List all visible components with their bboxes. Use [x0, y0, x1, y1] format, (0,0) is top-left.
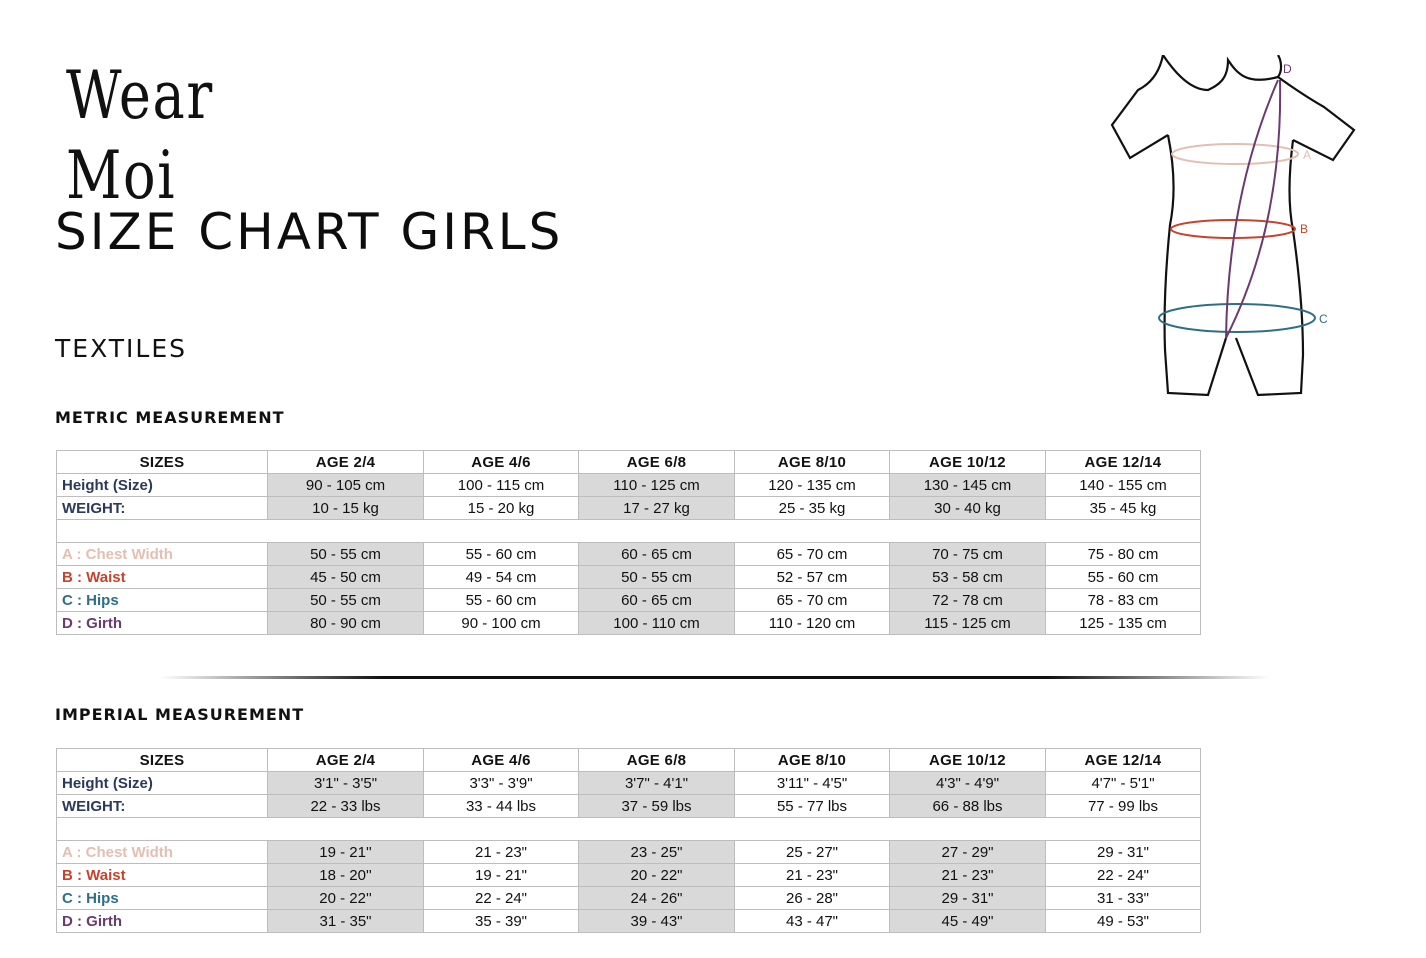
- row-label: WEIGHT:: [57, 497, 268, 520]
- table-cell: 66 - 88 lbs: [890, 795, 1046, 818]
- table-cell: 17 - 27 kg: [579, 497, 735, 520]
- table-cell: 55 - 60 cm: [424, 543, 579, 566]
- hips-ring: [1159, 304, 1315, 332]
- section-divider: [160, 676, 1270, 679]
- table-cell: 80 - 90 cm: [268, 612, 424, 635]
- table-cell: 90 - 105 cm: [268, 474, 424, 497]
- table-cell: 75 - 80 cm: [1046, 543, 1201, 566]
- table-row-height: [57, 474, 1201, 497]
- table-row-girth: [57, 612, 1201, 635]
- table-cell: 60 - 65 cm: [579, 543, 735, 566]
- table-cell: 22 - 24": [424, 887, 579, 910]
- row-label: Height (Size): [57, 772, 268, 795]
- table-cell: 125 - 135 cm: [1046, 612, 1201, 635]
- table-cell: 26 - 28": [735, 887, 890, 910]
- table-cell: 3'1" - 3'5": [268, 772, 424, 795]
- table-cell: 3'7" - 4'1": [579, 772, 735, 795]
- column-header: AGE 2/4: [268, 451, 424, 474]
- label-d: D: [1283, 62, 1292, 76]
- table-spacer-row: [57, 818, 1201, 841]
- row-label: WEIGHT:: [57, 795, 268, 818]
- table-row-waist: [57, 864, 1201, 887]
- label-c: C: [1319, 312, 1328, 326]
- row-label: D : Girth: [57, 612, 268, 635]
- table-cell: 100 - 110 cm: [579, 612, 735, 635]
- table-cell: 35 - 39": [424, 910, 579, 933]
- leotard-outline: [1112, 55, 1354, 395]
- table-cell: 37 - 59 lbs: [579, 795, 735, 818]
- table-cell: 55 - 60 cm: [1046, 566, 1201, 589]
- table-cell: 50 - 55 cm: [268, 589, 424, 612]
- table-row-weight: [57, 497, 1201, 520]
- table-cell: 140 - 155 cm: [1046, 474, 1201, 497]
- row-label: Height (Size): [57, 474, 268, 497]
- brand-logo-text: Wear Moi: [66, 57, 214, 214]
- imperial-heading: IMPERIAL MEASUREMENT: [55, 705, 305, 724]
- body-measurement-diagram: [1108, 55, 1368, 400]
- table-row-hips: [57, 589, 1201, 612]
- table-cell: 35 - 45 kg: [1046, 497, 1201, 520]
- table-cell: 77 - 99 lbs: [1046, 795, 1201, 818]
- table-cell: 25 - 27": [735, 841, 890, 864]
- column-header: AGE 4/6: [424, 749, 579, 772]
- table-cell: 25 - 35 kg: [735, 497, 890, 520]
- table-cell: 60 - 65 cm: [579, 589, 735, 612]
- table-cell: 72 - 78 cm: [890, 589, 1046, 612]
- metric-table: [56, 450, 1201, 635]
- page-title: SIZE CHART GIRLS: [55, 203, 564, 261]
- spacer-cell: [57, 818, 1201, 841]
- table-cell: 19 - 21'': [268, 841, 424, 864]
- table-cell: 21 - 23": [424, 841, 579, 864]
- row-label: A : Chest Width: [57, 543, 268, 566]
- table-cell: 22 - 24": [1046, 864, 1201, 887]
- table-cell: 19 - 21": [424, 864, 579, 887]
- table-cell: 65 - 70 cm: [735, 543, 890, 566]
- table-cell: 15 - 20 kg: [424, 497, 579, 520]
- table-row-girth: [57, 910, 1201, 933]
- table-cell: 50 - 55 cm: [579, 566, 735, 589]
- column-header: AGE 12/14: [1046, 451, 1201, 474]
- table-cell: 3'3" - 3'9": [424, 772, 579, 795]
- table-cell: 39 - 43": [579, 910, 735, 933]
- waist-ring: [1171, 220, 1295, 238]
- table-cell: 10 - 15 kg: [268, 497, 424, 520]
- row-label: B : Waist: [57, 566, 268, 589]
- table-cell: 29 - 31": [890, 887, 1046, 910]
- column-header: AGE 8/10: [735, 749, 890, 772]
- row-label: A : Chest Width: [57, 841, 268, 864]
- metric-heading: METRIC MEASUREMENT: [55, 408, 285, 427]
- table-row-chest: [57, 543, 1201, 566]
- table-cell: 4'7" - 5'1": [1046, 772, 1201, 795]
- table-row-chest: [57, 841, 1201, 864]
- table-cell: 31 - 33": [1046, 887, 1201, 910]
- table-cell: 45 - 49": [890, 910, 1046, 933]
- table-cell: 130 - 145 cm: [890, 474, 1046, 497]
- table-cell: 20 - 22": [579, 864, 735, 887]
- table-header-row: [57, 749, 1201, 772]
- column-header: AGE 6/8: [579, 451, 735, 474]
- row-label: B : Waist: [57, 864, 268, 887]
- table-cell: 100 - 115 cm: [424, 474, 579, 497]
- table-cell: 22 - 33 lbs: [268, 795, 424, 818]
- brand-logo: [66, 56, 351, 214]
- row-label: C : Hips: [57, 887, 268, 910]
- table-cell: 55 - 60 cm: [424, 589, 579, 612]
- imperial-table: [56, 748, 1201, 933]
- table-cell: 70 - 75 cm: [890, 543, 1046, 566]
- column-header: SIZES: [57, 451, 268, 474]
- table-spacer-row: [57, 520, 1201, 543]
- table-cell: 120 - 135 cm: [735, 474, 890, 497]
- table-cell: 27 - 29": [890, 841, 1046, 864]
- table-cell: 50 - 55 cm: [268, 543, 424, 566]
- column-header: AGE 4/6: [424, 451, 579, 474]
- table-cell: 18 - 20'': [268, 864, 424, 887]
- table-cell: 55 - 77 lbs: [735, 795, 890, 818]
- column-header: AGE 10/12: [890, 749, 1046, 772]
- row-label: C : Hips: [57, 589, 268, 612]
- label-a: A: [1303, 148, 1312, 162]
- table-row-hips: [57, 887, 1201, 910]
- row-label: D : Girth: [57, 910, 268, 933]
- table-cell: 49 - 53": [1046, 910, 1201, 933]
- table-cell: 3'11" - 4'5": [735, 772, 890, 795]
- column-header: AGE 6/8: [579, 749, 735, 772]
- column-header: AGE 8/10: [735, 451, 890, 474]
- table-cell: 45 - 50 cm: [268, 566, 424, 589]
- table-cell: 43 - 47": [735, 910, 890, 933]
- page-subtitle: TEXTILES: [55, 334, 187, 363]
- table-cell: 33 - 44 lbs: [424, 795, 579, 818]
- table-cell: 115 - 125 cm: [890, 612, 1046, 635]
- table-row-weight: [57, 795, 1201, 818]
- chest-width-ring: [1172, 144, 1298, 164]
- table-cell: 65 - 70 cm: [735, 589, 890, 612]
- table-row-height: [57, 772, 1201, 795]
- table-cell: 20 - 22'': [268, 887, 424, 910]
- table-cell: 21 - 23": [735, 864, 890, 887]
- table-row-waist: [57, 566, 1201, 589]
- column-header: AGE 2/4: [268, 749, 424, 772]
- table-header-row: [57, 451, 1201, 474]
- girth-loop: [1226, 80, 1280, 338]
- table-cell: 23 - 25": [579, 841, 735, 864]
- table-cell: 49 - 54 cm: [424, 566, 579, 589]
- column-header: AGE 12/14: [1046, 749, 1201, 772]
- spacer-cell: [57, 520, 1201, 543]
- column-header: AGE 10/12: [890, 451, 1046, 474]
- table-cell: 78 - 83 cm: [1046, 589, 1201, 612]
- table-cell: 52 - 57 cm: [735, 566, 890, 589]
- table-cell: 29 - 31": [1046, 841, 1201, 864]
- table-cell: 110 - 125 cm: [579, 474, 735, 497]
- table-cell: 24 - 26": [579, 887, 735, 910]
- table-cell: 53 - 58 cm: [890, 566, 1046, 589]
- table-cell: 30 - 40 kg: [890, 497, 1046, 520]
- table-cell: 90 - 100 cm: [424, 612, 579, 635]
- label-b: B: [1300, 222, 1309, 236]
- column-header: SIZES: [57, 749, 268, 772]
- table-cell: 4'3" - 4'9": [890, 772, 1046, 795]
- table-cell: 21 - 23": [890, 864, 1046, 887]
- table-cell: 31 - 35": [268, 910, 424, 933]
- table-cell: 110 - 120 cm: [735, 612, 890, 635]
